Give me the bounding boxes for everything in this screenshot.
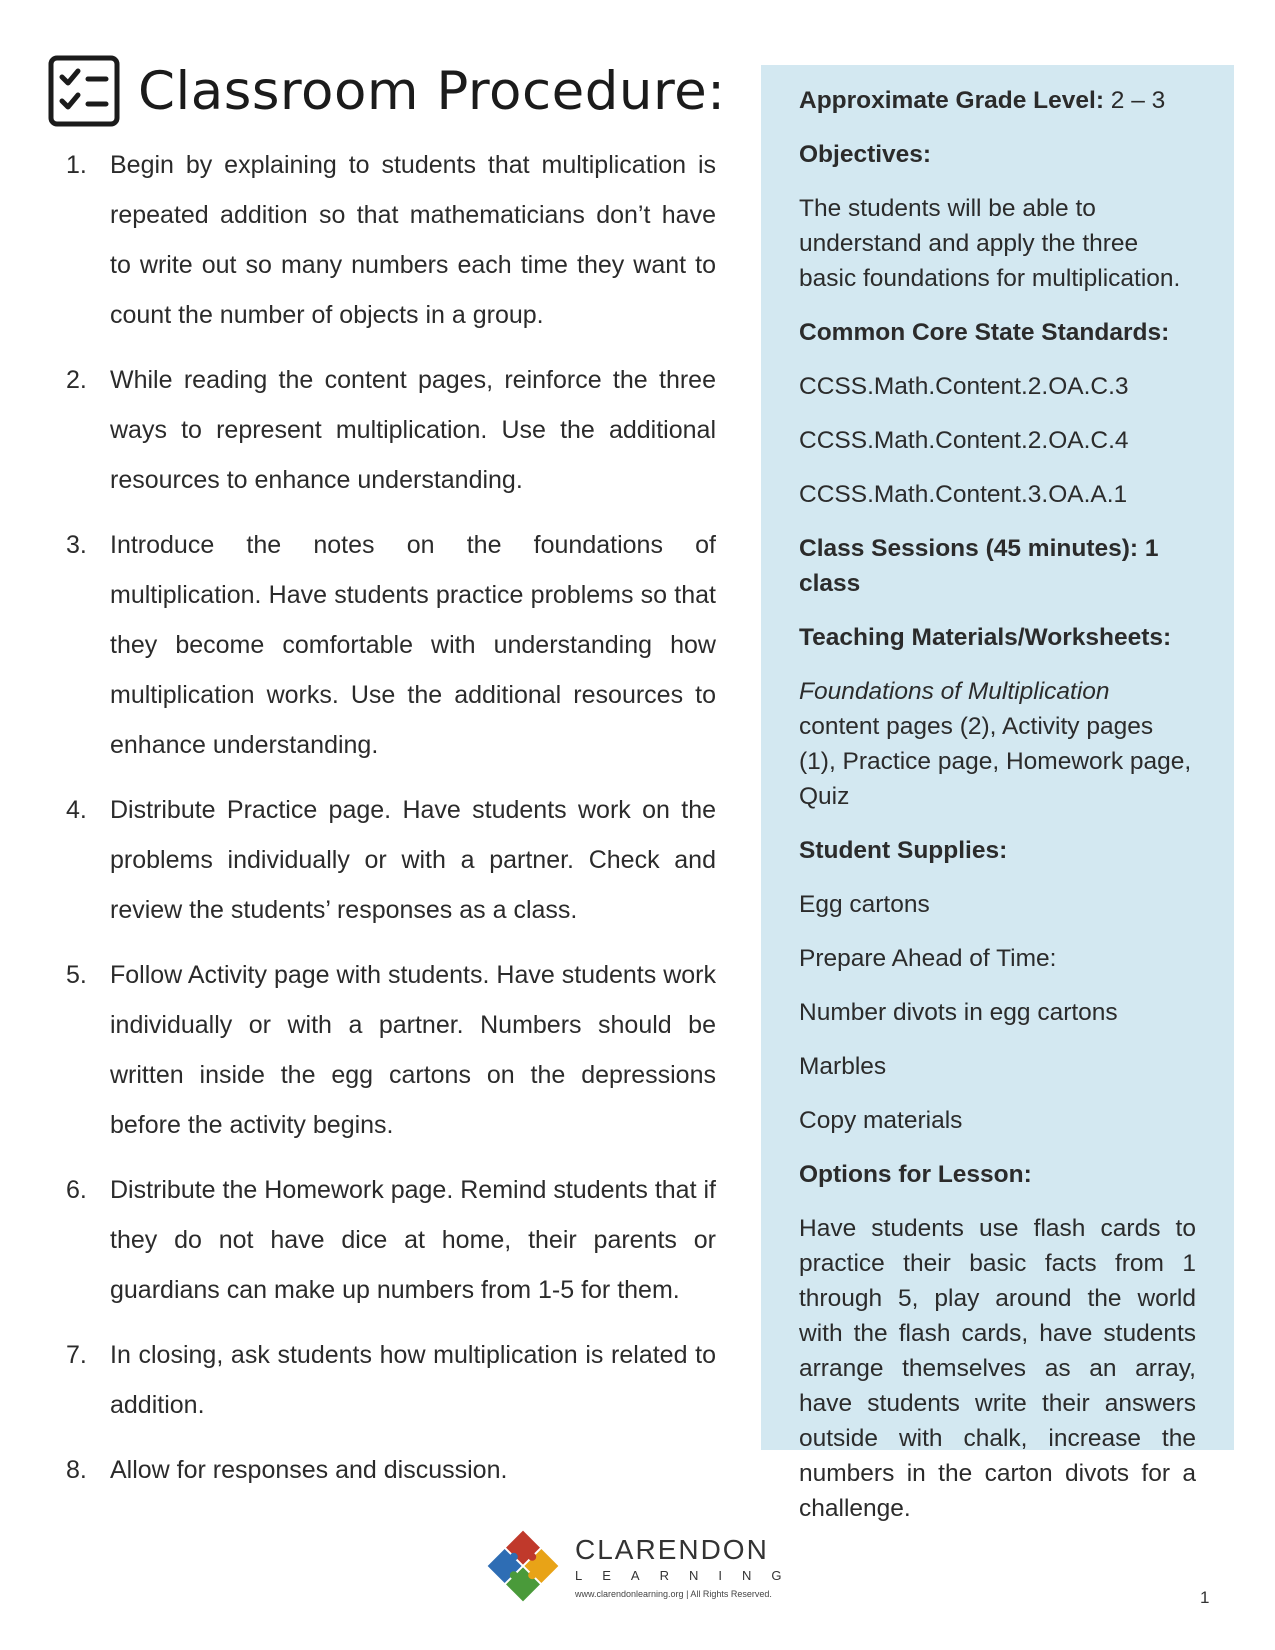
procedure-step — [66, 1445, 716, 1495]
objectives-text: The students will be able to understand and apply the three basic foundations for multiplication. — [799, 195, 1181, 292]
procedure-step — [66, 140, 716, 340]
step-number: 5. — [66, 961, 87, 989]
procedure-step — [66, 785, 716, 935]
standard-item: CCSS.Math.Content.2.OA.C.4 — [799, 427, 1129, 454]
materials-text — [799, 674, 1196, 814]
materials-list: content pages (2), Activity pages (1), Practice page, Homework page, Quiz — [799, 713, 1192, 810]
supplies-label: Student Supplies: — [799, 837, 1008, 864]
brand-name: CLARENDON — [575, 1533, 769, 1565]
standard-item: CCSS.Math.Content.2.OA.C.3 — [799, 373, 1129, 400]
brand-subtitle: LEARNING — [575, 1567, 802, 1583]
supply-item: Number divots in egg cartons — [799, 999, 1118, 1026]
checklist-icon — [48, 55, 120, 127]
puzzle-logo-icon — [485, 1528, 561, 1604]
options-text: Have students use flash cards to practice their basic facts from 1 through 5, play around the world with the flash cards, have students arrange themselves as an array, have students write their answers outside with chalk, increase the numbers in the carton divots for a challenge. — [799, 1215, 1196, 1522]
step-number: 1. — [66, 151, 87, 179]
footer-logo — [485, 1528, 801, 1604]
step-number: 7. — [66, 1341, 87, 1369]
standard-item: CCSS.Math.Content.3.OA.A.1 — [799, 481, 1128, 508]
page-header — [48, 52, 726, 130]
procedure-list — [66, 140, 716, 1495]
grade-level-value: 2 – 3 — [1110, 87, 1166, 114]
step-number: 6. — [66, 1176, 87, 1204]
step-text: Introduce the notes on the foundations of multiplication. Have students practice problems so that they become comfortable with understanding how multiplication works. Use the additional resources to enhance understanding. — [110, 531, 716, 759]
supply-item: Prepare Ahead of Time: — [799, 945, 1057, 972]
step-text: Distribute the Homework page. Remind students that if they do not have dice at home, their parents or guardians can make up numbers from 1-5 for them. — [110, 1176, 716, 1304]
step-number: 4. — [66, 796, 87, 824]
step-text: While reading the content pages, reinforce the three ways to represent multiplication. Use the additional resources to enhance understanding. — [110, 366, 716, 494]
brand-url: www.clarendonlearning.org | All Rights Reserved. — [575, 1588, 772, 1599]
procedure-step — [66, 1165, 716, 1315]
step-text: In closing, ask students how multiplication is related to addition. — [110, 1341, 716, 1419]
materials-title: Foundations of Multiplication — [799, 678, 1110, 705]
grade-level-label: Approximate Grade Level: — [799, 87, 1104, 114]
procedure-step — [66, 950, 716, 1150]
standards-label: Common Core State Standards: — [799, 319, 1170, 346]
class-sessions: Class Sessions (45 minutes): 1 class — [799, 535, 1159, 597]
step-number: 8. — [66, 1456, 87, 1484]
step-text: Allow for responses and discussion. — [110, 1456, 508, 1484]
objectives-label: Objectives: — [799, 141, 932, 168]
step-number: 2. — [66, 366, 87, 394]
step-text: Begin by explaining to students that multiplication is repeated addition so that mathematicians don’t have to write out so many numbers each time they want to count the number of objects in a group. — [110, 151, 716, 329]
options-label: Options for Lesson: — [799, 1161, 1032, 1188]
step-number: 3. — [66, 531, 87, 559]
grade-level — [799, 83, 1196, 118]
step-text: Follow Activity page with students. Have students work individually or with a partner. Numbers should be written inside the egg cartons on the depressions before the activity begins. — [110, 961, 716, 1139]
supply-item: Copy materials — [799, 1107, 963, 1134]
supply-item: Egg cartons — [799, 891, 930, 918]
procedure-step — [66, 520, 716, 770]
supply-item: Marbles — [799, 1053, 887, 1080]
materials-label: Teaching Materials/Worksheets: — [799, 624, 1172, 651]
procedure-step — [66, 355, 716, 505]
page-number: 1 — [1200, 1588, 1210, 1607]
procedure-step — [66, 1330, 716, 1430]
page-title: Classroom Procedure: — [138, 60, 726, 122]
brand-block — [575, 1534, 801, 1599]
lesson-info-sidebar — [761, 65, 1234, 1522]
step-text: Distribute Practice page. Have students work on the problems individually or with a partner. Check and review the students’ responses as a class. — [110, 796, 716, 924]
